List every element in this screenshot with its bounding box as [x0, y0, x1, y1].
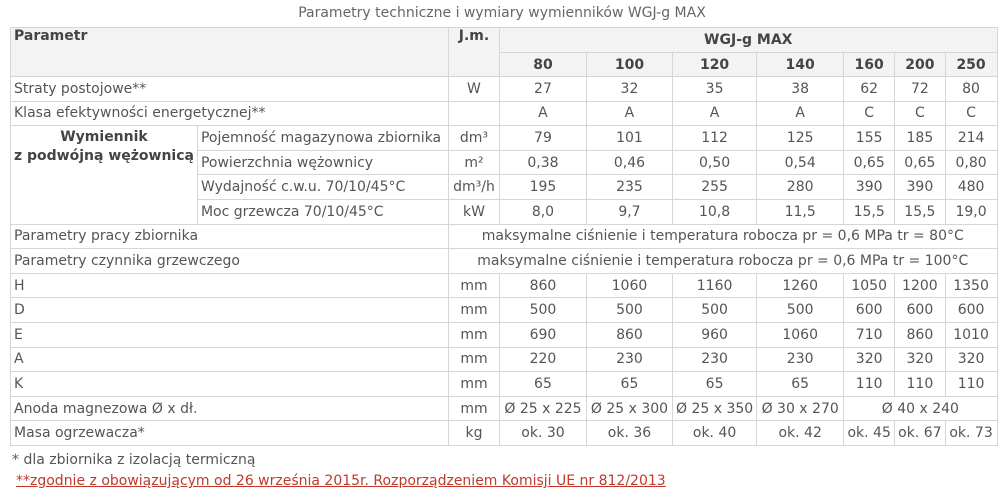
merged-cell: maksymalne ciśnienie i temperatura robocza pr = 0,6 MPa tr = 100°C	[448, 249, 997, 274]
row-unit: mm	[448, 372, 499, 397]
size-header: 120	[672, 53, 756, 77]
cell: 62	[844, 77, 895, 102]
size-header: 80	[499, 53, 586, 77]
table-row	[11, 126, 998, 151]
cell: 0,54	[757, 150, 844, 175]
row-label: D	[11, 298, 449, 323]
row-label: Powierzchnia wężownicy	[197, 150, 448, 175]
cell: A	[499, 101, 586, 126]
row-unit: mm	[448, 347, 499, 372]
row-unit: W	[448, 77, 499, 102]
row-label: Moc grzewcza 70/10/45°C	[197, 199, 448, 224]
cell: 600	[895, 298, 945, 323]
cell: 15,5	[844, 199, 895, 224]
cell: 600	[945, 298, 997, 323]
cell: 35	[672, 77, 756, 102]
cell: 500	[672, 298, 756, 323]
row-unit: mm	[448, 322, 499, 347]
footnote-regulation-link[interactable]: **zgodnie z obowiązującym od 26 września 2015r. Rozporządzeniem Komisji UE nr 812/2013	[16, 473, 666, 489]
cell: 38	[757, 77, 844, 102]
row-unit: mm	[448, 396, 499, 421]
cell: 230	[757, 347, 844, 372]
cell: 235	[586, 175, 672, 200]
table-row	[11, 298, 998, 323]
cell: 860	[499, 273, 586, 298]
cell: 280	[757, 175, 844, 200]
cell: 15,5	[895, 199, 945, 224]
row-unit: m²	[448, 150, 499, 175]
cell: Ø 25 x 225	[499, 396, 586, 421]
cell: 500	[499, 298, 586, 323]
cell: 320	[895, 347, 945, 372]
cell: 27	[499, 77, 586, 102]
row-unit: kg	[448, 421, 499, 446]
header-unit: J.m.	[448, 28, 499, 77]
cell: 390	[895, 175, 945, 200]
cell: 110	[895, 372, 945, 397]
cell: C	[844, 101, 895, 126]
cell: 1350	[945, 273, 997, 298]
cell: ok. 45	[844, 421, 895, 446]
cell: 230	[672, 347, 756, 372]
table-row	[11, 77, 998, 102]
row-unit: kW	[448, 199, 499, 224]
row-unit: dm³/h	[448, 175, 499, 200]
row-unit: mm	[448, 298, 499, 323]
cell: 65	[757, 372, 844, 397]
cell: 79	[499, 126, 586, 151]
cell: 500	[757, 298, 844, 323]
group-label-line: z podwójną wężownicą	[14, 148, 194, 165]
table-row	[11, 224, 998, 249]
spec-table	[10, 27, 998, 446]
row-label: Parametry czynnika grzewczego	[11, 249, 449, 274]
table-row	[11, 396, 998, 421]
cell: 1160	[672, 273, 756, 298]
cell: 960	[672, 322, 756, 347]
cell: ok. 36	[586, 421, 672, 446]
row-label: Klasa efektywności energetycznej**	[11, 101, 449, 126]
cell: 1050	[844, 273, 895, 298]
size-header: 140	[757, 53, 844, 77]
cell: 72	[895, 77, 945, 102]
row-unit	[448, 101, 499, 126]
cell: Ø 25 x 350	[672, 396, 756, 421]
row-label: Straty postojowe**	[11, 77, 449, 102]
cell: 1060	[757, 322, 844, 347]
footnote-insulation: * dla zbiornika z izolacją termiczną	[12, 452, 256, 468]
cell: 110	[945, 372, 997, 397]
cell: 1260	[757, 273, 844, 298]
cell: 9,7	[586, 199, 672, 224]
cell: 600	[844, 298, 895, 323]
cell: 32	[586, 77, 672, 102]
cell: 0,46	[586, 150, 672, 175]
cell: 214	[945, 126, 997, 151]
cell: 10,8	[672, 199, 756, 224]
row-label: H	[11, 273, 449, 298]
table-row	[11, 322, 998, 347]
cell: 500	[586, 298, 672, 323]
cell: 101	[586, 126, 672, 151]
merged-cell: Ø 40 x 240	[844, 396, 997, 421]
cell: ok. 42	[757, 421, 844, 446]
cell: 1060	[586, 273, 672, 298]
cell: 690	[499, 322, 586, 347]
cell: 1200	[895, 273, 945, 298]
cell: 0,80	[945, 150, 997, 175]
cell: 860	[586, 322, 672, 347]
cell: 8,0	[499, 199, 586, 224]
cell: ok. 67	[895, 421, 945, 446]
row-label: A	[11, 347, 449, 372]
cell: 320	[844, 347, 895, 372]
table-row	[11, 273, 998, 298]
row-unit: dm³	[448, 126, 499, 151]
cell: 65	[586, 372, 672, 397]
table-row	[11, 101, 998, 126]
cell: C	[895, 101, 945, 126]
row-label: Wydajność c.w.u. 70/10/45°C	[197, 175, 448, 200]
header-row	[11, 28, 998, 53]
cell: C	[945, 101, 997, 126]
header-model: WGJ-g MAX	[499, 28, 997, 53]
row-label: K	[11, 372, 449, 397]
row-label: Masa ogrzewacza*	[11, 421, 449, 446]
row-label: Parametry pracy zbiornika	[11, 224, 449, 249]
cell: 19,0	[945, 199, 997, 224]
table-row	[11, 347, 998, 372]
cell: 0,65	[895, 150, 945, 175]
cell: 710	[844, 322, 895, 347]
cell: Ø 25 x 300	[586, 396, 672, 421]
cell: 80	[945, 77, 997, 102]
cell: 320	[945, 347, 997, 372]
table-row	[11, 421, 998, 446]
row-unit: mm	[448, 273, 499, 298]
cell: 0,65	[844, 150, 895, 175]
cell: 255	[672, 175, 756, 200]
table-row	[11, 249, 998, 274]
cell: 125	[757, 126, 844, 151]
row-label: Pojemność magazynowa zbiornika	[197, 126, 448, 151]
row-label: E	[11, 322, 449, 347]
cell: 11,5	[757, 199, 844, 224]
cell: A	[757, 101, 844, 126]
cell: 480	[945, 175, 997, 200]
cell: 65	[499, 372, 586, 397]
cell: 0,50	[672, 150, 756, 175]
cell: ok. 40	[672, 421, 756, 446]
cell: 390	[844, 175, 895, 200]
cell: A	[586, 101, 672, 126]
cell: 220	[499, 347, 586, 372]
cell: 65	[672, 372, 756, 397]
header-parametr: Parametr	[11, 28, 449, 77]
size-header: 100	[586, 53, 672, 77]
cell: 112	[672, 126, 756, 151]
table-row	[11, 372, 998, 397]
cell: 230	[586, 347, 672, 372]
cell: 1010	[945, 322, 997, 347]
cell: Ø 30 x 270	[757, 396, 844, 421]
size-header: 200	[895, 53, 945, 77]
cell: 860	[895, 322, 945, 347]
merged-cell: maksymalne ciśnienie i temperatura robocza pr = 0,6 MPa tr = 80°C	[448, 224, 997, 249]
group-label-line: Wymiennik	[60, 129, 148, 146]
cell: 195	[499, 175, 586, 200]
cell: ok. 73	[945, 421, 997, 446]
table-caption: Parametry techniczne i wymiary wymienników WGJ-g MAX	[298, 5, 706, 21]
size-header: 250	[945, 53, 997, 77]
cell: 0,38	[499, 150, 586, 175]
group-label	[11, 126, 198, 224]
size-header: 160	[844, 53, 895, 77]
cell: A	[672, 101, 756, 126]
cell: 110	[844, 372, 895, 397]
cell: 155	[844, 126, 895, 151]
cell: ok. 30	[499, 421, 586, 446]
cell: 185	[895, 126, 945, 151]
row-label: Anoda magnezowa Ø x dł.	[11, 396, 449, 421]
